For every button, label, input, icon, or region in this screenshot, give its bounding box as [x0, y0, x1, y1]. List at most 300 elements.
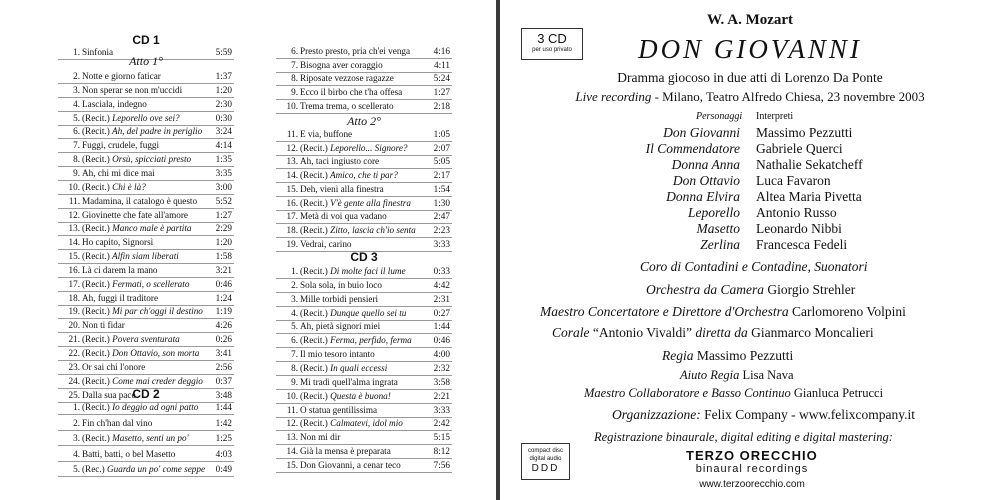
track-title-text: Presto presto, pria ch'ei venga: [300, 46, 411, 56]
performer-name: Luca Favaron: [756, 173, 831, 188]
track-title: [300, 183, 384, 195]
track-title-text: Ho capito, Signorsì: [82, 237, 154, 248]
track-title: [300, 320, 380, 332]
track-number: 22.: [68, 348, 80, 358]
organization-credit: [612, 407, 915, 423]
recitative-marker: (Rec.): [82, 464, 105, 475]
performer-name: Leonardo Nibbi: [756, 221, 842, 236]
track-row: [276, 390, 452, 404]
track-number: 7.: [73, 140, 80, 151]
recitative-marker: (Recit.): [82, 154, 110, 165]
track-number: 15.: [68, 251, 80, 262]
track-title-text: Ah, pietà signori miei: [300, 321, 381, 332]
track-title-text: Lasciala, indegno: [82, 98, 147, 109]
track-duration: 0:33: [433, 266, 450, 276]
cd2-header: CD 2: [132, 387, 160, 401]
track-row: [58, 448, 234, 462]
performer-name: Massimo Pezzutti: [756, 125, 853, 140]
track-duration: 5:52: [215, 195, 232, 206]
track-number: 25.: [68, 389, 80, 400]
track-row: [58, 236, 234, 250]
track-title: [300, 334, 412, 346]
track-duration: 2:18: [433, 100, 450, 111]
opera-title: DON GIOVANNI: [638, 34, 862, 64]
track-title-text: Fermati, o scellerato: [112, 278, 190, 289]
track-duration: 1:44: [433, 321, 450, 332]
character-name: Don Giovanni: [663, 125, 740, 140]
track-number: 12.: [286, 142, 298, 153]
track-duration: 1:58: [215, 251, 232, 262]
track-duration: 5:05: [433, 156, 450, 167]
badge-count: 3 CD: [537, 31, 567, 46]
performer-name: Nathalie Sekatcheff: [756, 157, 863, 172]
track-row: [58, 278, 234, 292]
track-title: [82, 463, 205, 475]
collaborator-credit: [584, 386, 883, 401]
organization-label: Organizzazione:: [612, 407, 701, 422]
track-title: [82, 432, 189, 444]
recitative-marker: (Recit.): [82, 278, 110, 289]
organization-url: - www.felixcompany.it: [787, 407, 915, 422]
track-row: [58, 347, 234, 361]
record-label-name: TERZO ORECCHIO: [686, 448, 818, 463]
track-number: 12.: [68, 209, 80, 220]
recitative-marker: (Recit.): [300, 307, 328, 318]
track-duration: 0:49: [215, 464, 232, 475]
track-row: [58, 167, 234, 181]
track-title-text: Ferma, perfido, ferma: [330, 335, 412, 346]
orchestra-label: Orchestra da Camera: [646, 282, 764, 297]
track-row: [276, 210, 452, 224]
track-row: [58, 361, 234, 375]
record-label-url: www.terzoorecchio.com: [699, 479, 805, 490]
track-duration: 4:00: [433, 349, 450, 360]
recitative-marker: (Recit.): [82, 348, 110, 358]
track-row: [58, 195, 234, 209]
track-title-text: Fuggi, crudele, fuggi: [82, 140, 160, 151]
track-title: [82, 347, 199, 359]
track-duration: 1:19: [215, 306, 232, 317]
track-title-text: Non mi dir: [300, 432, 341, 443]
track-title-text: Questa è buona!: [330, 390, 391, 401]
track-duration: 1:37: [215, 71, 232, 81]
track-duration: 1:20: [215, 237, 232, 248]
character-name: Il Commendatore: [645, 141, 740, 156]
track-row: [58, 463, 234, 477]
track-title: [300, 293, 378, 305]
track-row: [276, 376, 452, 390]
recitative-marker: (Recit.): [300, 224, 328, 235]
track-duration: 4:11: [434, 59, 450, 70]
track-number: 2.: [291, 279, 298, 290]
track-number: 15.: [286, 459, 298, 470]
track-title-text: Notte e giorno faticar: [82, 71, 161, 81]
track-row: [276, 142, 452, 156]
track-number: 1.: [73, 47, 80, 57]
conductor-name: Carlomoreno Volpini: [791, 304, 906, 319]
track-title-text: Guarda un po' come seppe: [107, 464, 206, 475]
track-number: 7.: [291, 59, 298, 70]
track-row: [58, 139, 234, 153]
track-title-text: Leporello... Signore?: [330, 142, 408, 153]
track-number: 16.: [68, 264, 80, 275]
track-title-text: Di molte faci il lume: [330, 266, 406, 276]
track-duration: 4:03: [215, 448, 232, 459]
recitative-marker: (Recit.): [82, 402, 110, 412]
composer: W. A. Mozart: [706, 12, 794, 28]
track-title-text: Vedrai, carino: [300, 238, 352, 249]
track-title: [300, 210, 387, 222]
interpreti-label: Interpreti: [756, 111, 794, 122]
track-title: [300, 128, 352, 140]
track-title: [82, 361, 145, 373]
track-duration: 1:24: [215, 292, 232, 303]
direction-label: Regia: [662, 348, 694, 363]
track-duration: 2:17: [433, 170, 450, 181]
track-row: [276, 307, 452, 321]
track-number: 2.: [73, 417, 80, 428]
track-title: [82, 209, 188, 221]
track-title-text: Chi è là?: [112, 181, 146, 192]
track-title: [82, 195, 197, 207]
character-name: Masetto: [696, 221, 740, 236]
track-title-text: Calmatevi, idol mio: [330, 418, 403, 429]
recitative-marker: (Recit.): [82, 375, 110, 386]
track-row: [58, 432, 234, 446]
track-duration: 3:48: [215, 389, 232, 400]
track-number: 20.: [68, 320, 80, 331]
track-title: [300, 431, 340, 443]
track-title-text: Bisogna aver coraggio: [300, 59, 383, 70]
track-title: [82, 448, 175, 460]
track-row: [276, 224, 452, 238]
track-number: 16.: [286, 197, 298, 208]
track-duration: 2:56: [215, 361, 232, 372]
track-number: 10.: [286, 100, 298, 111]
track-title-text: Metà di voi qua vadano: [300, 211, 387, 222]
track-row: [276, 128, 452, 142]
recitative-marker: (Recit.): [300, 418, 328, 429]
track-row: [58, 70, 234, 84]
track-title-text: Non ti fidar: [82, 320, 125, 331]
track-number: 8.: [73, 154, 80, 165]
direction-credit: [662, 348, 793, 364]
track-title: [82, 236, 153, 248]
track-title: [82, 417, 152, 429]
character-name: Zerlina: [700, 237, 740, 252]
character-name: Donna Elvira: [666, 189, 740, 204]
recitative-marker: (Recit.): [300, 266, 328, 276]
track-duration: 4:14: [215, 140, 232, 151]
track-title: [300, 155, 379, 167]
track-duration: 1:05: [433, 129, 450, 139]
track-row: [58, 250, 234, 264]
track-title: [82, 333, 180, 345]
track-duration: 8:12: [433, 446, 450, 457]
track-row: [276, 404, 452, 418]
track-row: [58, 84, 234, 98]
track-duration: 1:20: [215, 84, 232, 95]
recitative-marker: (Recit.): [82, 181, 110, 192]
track-duration: 1:44: [215, 402, 232, 412]
disc-logo-line1: compact disc: [527, 448, 563, 454]
track-number: 17.: [286, 211, 298, 222]
track-row: [276, 348, 452, 362]
track-title: [82, 305, 203, 317]
track-title-text: Alfin siam liberati: [111, 251, 179, 262]
track-title: [82, 84, 182, 96]
track-number: 2.: [73, 71, 80, 81]
track-title-text: Fin ch'han dal vino: [82, 417, 153, 428]
track-title: [82, 98, 147, 110]
track-duration: 2:47: [433, 211, 450, 222]
track-number: 4.: [73, 98, 80, 109]
track-duration: 2:32: [433, 362, 450, 373]
orchestra-name: Giorgio Strehler: [767, 282, 856, 297]
act2-heading: Atto 2°: [347, 114, 381, 128]
track-number: 4.: [73, 448, 80, 459]
track-title-text: Là ci darem la mano: [82, 264, 158, 275]
track-row: [276, 445, 452, 459]
track-duration: 2:29: [215, 223, 232, 234]
track-title: [300, 142, 408, 154]
track-title-text: Don Ottavio, son morta: [112, 348, 200, 358]
recording-info: [500, 89, 1000, 105]
track-row: [58, 98, 234, 112]
choir-director-label: diretta da: [695, 325, 748, 340]
track-number: 13.: [286, 432, 298, 443]
track-title: [300, 459, 401, 471]
track-number: 10.: [286, 390, 298, 401]
track-title: [300, 100, 394, 112]
organization-name: Felix Company: [704, 407, 788, 422]
track-row: [58, 333, 234, 347]
track-duration: 1:54: [433, 183, 450, 194]
track-duration: 1:30: [433, 197, 450, 208]
track-number: 13.: [68, 223, 80, 234]
track-number: 12.: [286, 418, 298, 429]
track-title: [300, 307, 406, 319]
track-number: 9.: [73, 167, 80, 178]
character-name: Don Ottavio: [672, 173, 740, 188]
track-row: [58, 125, 234, 139]
cover-panel: [500, 0, 1000, 500]
performer-name: Altea Maria Pivetta: [756, 189, 862, 204]
track-duration: 3:35: [215, 167, 232, 178]
opera-subtitle: Dramma giocoso in due atti di Lorenzo Da Ponte: [617, 70, 883, 85]
track-title-text: Giovinette che fate all'amore: [82, 209, 188, 220]
track-row: [58, 319, 234, 333]
track-title-text: O statua gentilissima: [300, 404, 378, 415]
track-duration: 1:42: [215, 417, 232, 428]
track-title: [300, 348, 375, 360]
track-number: 14.: [286, 446, 298, 457]
track-row: [276, 197, 452, 211]
assistant-direction-name: Lisa Nava: [742, 368, 794, 382]
track-duration: 0:26: [215, 334, 232, 345]
track-title: [300, 86, 402, 98]
track-duration: 1:35: [215, 154, 232, 165]
track-duration: 2:07: [433, 142, 450, 153]
track-row: [276, 265, 452, 279]
track-row: [276, 320, 452, 334]
track-title-text: Manco male è partita: [112, 223, 192, 234]
track-title-text: Dalla sua pace: [82, 389, 136, 400]
track-title-text: Madamina, il catalogo è questo: [82, 195, 198, 206]
track-row: [58, 222, 234, 236]
track-number: 3.: [73, 433, 80, 444]
track-duration: 3:33: [433, 238, 450, 249]
track-row: [276, 417, 452, 431]
disc-logo-line2: digital audio: [529, 456, 562, 462]
track-title-text: Or sai chi l'onore: [82, 361, 146, 372]
track-title: [300, 404, 377, 416]
track-title: [82, 292, 158, 304]
recitative-marker: (Recit.): [300, 390, 328, 401]
track-number: 6.: [291, 46, 298, 56]
track-title: [82, 222, 191, 234]
recitative-marker: (Recit.): [82, 433, 110, 444]
track-title-text: Mi par ch'oggi il destino: [112, 306, 203, 317]
track-number: 8.: [291, 73, 298, 84]
assistant-direction-label: Aiuto Regia: [680, 368, 740, 382]
track-title-text: Zitto, lascia ch'io senta: [330, 224, 416, 235]
binaural-credit: Registrazione binaurale, digital editing e digital mastering:: [594, 430, 893, 444]
track-row: [58, 417, 234, 431]
badge-note: per uso privato: [532, 47, 572, 53]
track-row: [276, 183, 452, 197]
track-title-text: Il mio tesoro intanto: [300, 349, 375, 360]
recitative-marker: (Recit.): [300, 197, 328, 208]
track-title-text: Trema trema, o scellerato: [300, 100, 394, 111]
track-number: 19.: [286, 238, 298, 249]
recitative-marker: (Recit.): [300, 335, 328, 346]
recitative-marker: (Recit.): [300, 170, 328, 181]
track-number: 11.: [68, 195, 80, 206]
recitative-marker: (Recit.): [82, 334, 110, 345]
track-duration: 1:25: [215, 433, 232, 444]
track-title: [300, 265, 406, 277]
track-row: [276, 100, 452, 114]
track-number: 5.: [73, 464, 80, 475]
track-duration: 4:42: [433, 279, 450, 290]
track-row: [276, 72, 452, 86]
track-number: 18.: [286, 224, 298, 235]
track-duration: 3:33: [433, 404, 450, 415]
track-duration: 4:16: [433, 46, 450, 56]
track-number: 14.: [68, 237, 80, 248]
track-title: [300, 362, 387, 374]
track-title: [82, 70, 161, 82]
track-title-text: Già la mensa è preparata: [300, 446, 391, 457]
track-duration: 3:41: [215, 348, 232, 358]
performer-name: Antonio Russo: [756, 205, 837, 220]
track-title-text: Leporello ove sei?: [112, 112, 180, 123]
live-venue: - Milano, Teatro Alfredo Chiesa, 23 novembre 2003: [651, 89, 925, 104]
track-title-text: Masetto, senti un po': [112, 433, 189, 444]
recitative-marker: (Recit.): [82, 306, 110, 317]
choir-credit: [552, 325, 874, 341]
track-duration: 2:42: [433, 418, 450, 429]
track-title-text: Ah, taci ingiusto core: [300, 156, 380, 167]
track-title-text: Ah, chi mi dice mai: [82, 167, 155, 178]
track-number: 18.: [68, 292, 80, 303]
track-number: 9.: [291, 87, 298, 98]
track-title: [300, 224, 416, 236]
track-title-text: Ecco il birbo che t'ha offesa: [300, 87, 403, 98]
track-title: [300, 72, 394, 84]
track-row: [58, 112, 234, 126]
act1-heading: Atto 1°: [129, 54, 163, 68]
orchestra-credit: [646, 282, 855, 298]
track-title: [300, 238, 352, 250]
track-number: 4.: [291, 307, 298, 318]
recitative-marker: (Recit.): [300, 362, 328, 373]
track-number: 7.: [291, 349, 298, 360]
collaborator-label: Maestro Collaboratore e Basso Continuo: [584, 386, 791, 400]
recitative-marker: (Recit.): [82, 126, 110, 137]
track-row: [276, 293, 452, 307]
track-row: [276, 59, 452, 73]
track-title-text: E via, buffone: [300, 129, 353, 139]
choir-name: “Antonio Vivaldi”: [592, 325, 692, 340]
track-duration: 2:30: [215, 98, 232, 109]
track-title-text: Deh, vieni alla finestra: [300, 183, 384, 194]
track-title: [300, 45, 410, 57]
track-row: [58, 305, 234, 319]
track-title: [82, 139, 159, 151]
conductor-credit: [540, 304, 906, 320]
performer-name: Gabriele Querci: [756, 141, 843, 156]
track-title-text: Povera sventurata: [112, 334, 180, 345]
track-title: [82, 264, 158, 276]
track-number: 23.: [68, 361, 80, 372]
track-title: [300, 417, 403, 429]
track-title-text: Ah, fuggi il traditore: [82, 292, 159, 303]
track-duration: 7:56: [433, 459, 450, 470]
track-row: [276, 86, 452, 100]
track-title: [300, 390, 391, 402]
track-duration: 0:37: [215, 375, 232, 386]
track-title: [300, 197, 411, 209]
track-title: [300, 376, 398, 388]
track-title-text: Non sperar se non m'uccidi: [82, 84, 183, 95]
track-title-text: Io deggio ad ogni patto: [112, 402, 199, 412]
track-number: 8.: [291, 362, 298, 373]
track-number: 14.: [286, 170, 298, 181]
collaborator-name: Gianluca Petrucci: [793, 386, 884, 400]
track-number: 10.: [68, 181, 80, 192]
track-title: [82, 167, 155, 179]
track-duration: 3:58: [433, 376, 450, 387]
character-name: Leporello: [688, 205, 740, 220]
track-title-text: Riposate vezzose ragazze: [300, 73, 394, 84]
track-row: [276, 362, 452, 376]
track-title-text: Amico, che ti par?: [329, 170, 398, 181]
track-title-text: Dunque quello sei tu: [330, 307, 407, 318]
track-number: 6.: [73, 126, 80, 137]
track-row: [58, 292, 234, 306]
recitative-marker: (Recit.): [82, 223, 110, 234]
disc-logo-ddd: DDD: [531, 463, 560, 474]
character-name: Donna Anna: [671, 157, 740, 172]
track-number: 24.: [68, 375, 80, 386]
track-row: [276, 155, 452, 169]
track-duration: 0:30: [215, 112, 232, 123]
track-duration: 3:21: [215, 264, 232, 275]
track-row: [58, 401, 234, 415]
track-title-text: Batti, batti, o bel Masetto: [82, 448, 176, 459]
